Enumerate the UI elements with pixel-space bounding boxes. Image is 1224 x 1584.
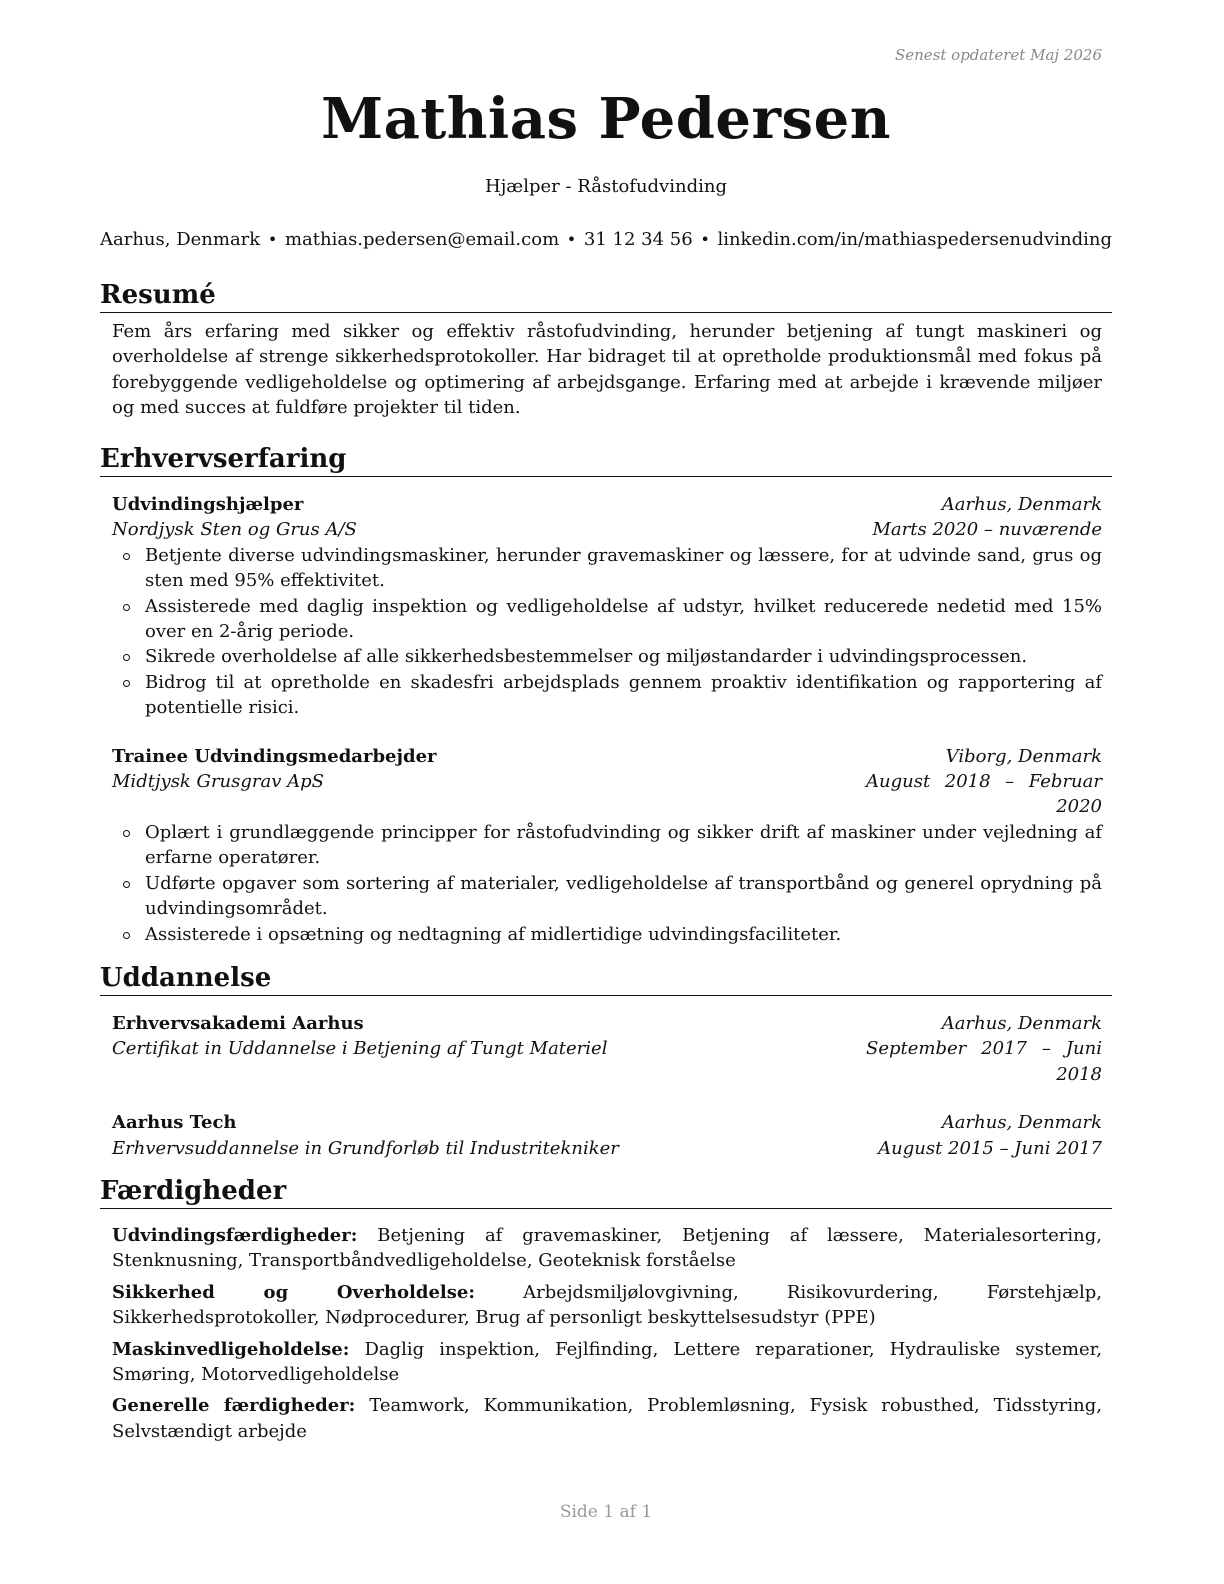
contact-email[interactable]: mathias.pedersen@email.com: [284, 229, 560, 250]
skill-label: Maskinvedligeholdelse:: [112, 1338, 350, 1360]
skill-list: Daglig inspektion, Fejlfinding, Lettere reparationer, Hydrauliske systemer, Smøring, Motorvedligeholdelse: [112, 1338, 1102, 1386]
job-location: Aarhus, Denmark: [941, 494, 1102, 515]
job-dates: Marts 2020 – nuværende: [872, 519, 1102, 541]
job-dates: August 2018 – Februar 2020: [866, 771, 1102, 818]
skill-label: Generelle færdigheder:: [112, 1395, 356, 1417]
degree: Certifikat in Uddannelse i Betjening af Tungt Materiel: [112, 1038, 608, 1060]
skill-group: [112, 1280, 1102, 1331]
job-title: Trainee Udvindingsmedarbejder: [112, 745, 437, 767]
education-entry: [112, 1011, 1102, 1087]
education-dates: August 2015 – Juni 2017: [878, 1137, 1102, 1159]
job-bullet: Bidrog til at opretholde en skadesfri arbejdsplads gennem proaktiv identifikation og rapportering af potentielle risici.: [112, 670, 1102, 721]
skill-label: Sikkerhed og Overholdelse:: [112, 1281, 475, 1303]
candidate-name: Mathias Pedersen: [321, 86, 891, 152]
job-bullet: Betjente diverse udvindingsmaskiner, herunder gravemaskiner og læssere, for at udvinde sand, grus og sten med 95% effektivitet.: [112, 543, 1102, 594]
skills-section: [100, 1175, 1112, 1450]
skill-group: [112, 1393, 1102, 1444]
job-entry: [112, 492, 1102, 721]
headline: Hjælper - Råstofudvinding: [485, 176, 727, 197]
school-location: Aarhus, Denmark: [941, 1013, 1102, 1034]
resume-page: [100, 0, 1112, 1584]
education-section: [100, 962, 1112, 1161]
contact-phone: 31 12 34 56: [583, 229, 693, 250]
contact-location: Aarhus, Denmark: [100, 229, 261, 250]
job-bullet: Oplært i grundlæggende principper for råstofudvinding og sikker drift af maskiner under vejledning af erfarne operatører.: [112, 820, 1102, 871]
summary-text: Fem års erfaring med sikker og effektiv råstofudvinding, herunder betjening af tungt maskineri og overholdelse af strenge sikkerhedsprotokoller. Har bidraget til at opretholde produktionsmål med fokus på forebyggende vedligeholdelse og optimering af arbejdsgange. Erfaring med at arbejde i krævende miljøer og med succes at fuldføre projekter til tiden.: [112, 321, 1102, 419]
job-entry: [112, 744, 1102, 947]
last-updated: Senest opdateret Maj 2026: [894, 46, 1102, 64]
education-entry: [112, 1110, 1102, 1161]
job-company: Nordjysk Sten og Grus A/S: [112, 519, 357, 541]
skill-label: Udvindingsfærdigheder:: [112, 1225, 358, 1246]
skill-list: Betjening af gravemaskiner, Betjening af læssere, Materialesortering, Stenknusning, Transportbåndvedligeholdelse, Geoteknisk forståelse: [112, 1225, 1102, 1272]
section-title: Færdigheder: [100, 1175, 1112, 1209]
contact-linkedin[interactable]: linkedin.com/in/mathiaspedersenudvinding: [717, 229, 1112, 250]
separator-dot: •: [566, 230, 577, 249]
school-name: Aarhus Tech: [112, 1112, 237, 1134]
job-company: Midtjysk Grusgrav ApS: [112, 771, 324, 793]
summary-section: [100, 279, 1112, 421]
contact-line: [100, 229, 1112, 250]
skill-list: Arbejdsmiljølovgivning, Risikovurdering, Førstehjælp, Sikkerhedsprotokoller, Nødprocedurer, Brug af personligt beskyttelsesudstyr (PPE): [112, 1281, 1102, 1329]
section-title: Erhvervserfaring: [100, 443, 1112, 477]
job-bullet: Assisterede med daglig inspektion og vedligeholdelse af udstyr, hvilket reducerede nedetid med 15% over en 2-årig periode.: [112, 594, 1102, 645]
section-title: Resumé: [100, 279, 1112, 313]
skill-group: [112, 1223, 1102, 1274]
degree: Erhvervsuddannelse in Grundforløb til Industritekniker: [112, 1137, 619, 1159]
job-bullet: Udførte opgaver som sortering af materialer, vedligeholdelse af transportbånd og generel oprydning på udvindingsområdet.: [112, 871, 1102, 922]
skill-list: Teamwork, Kommunikation, Problemløsning, Fysisk robusthed, Tidsstyring, Selvstændigt arbejde: [112, 1395, 1102, 1442]
education-dates: September 2017 – Juni 2018: [866, 1038, 1102, 1085]
job-title: Udvindingshjælper: [112, 494, 304, 515]
job-location: Viborg, Denmark: [945, 745, 1102, 767]
job-bullet: Assisterede i opsætning og nedtagning af midlertidige udvindingsfaciliteter.: [112, 922, 1102, 947]
experience-section: [100, 443, 1112, 947]
page-number: Side 1 af 1: [559, 1502, 653, 1522]
section-title: Uddannelse: [100, 962, 1112, 996]
skill-group: [112, 1337, 1102, 1388]
school-location: Aarhus, Denmark: [941, 1112, 1102, 1134]
separator-dot: •: [700, 230, 710, 249]
separator-dot: •: [267, 230, 278, 249]
school-name: Erhvervsakademi Aarhus: [112, 1013, 364, 1034]
job-bullet: Sikrede overholdelse af alle sikkerhedsbestemmelser og miljøstandarder i udvindingsprocessen.: [112, 644, 1102, 669]
